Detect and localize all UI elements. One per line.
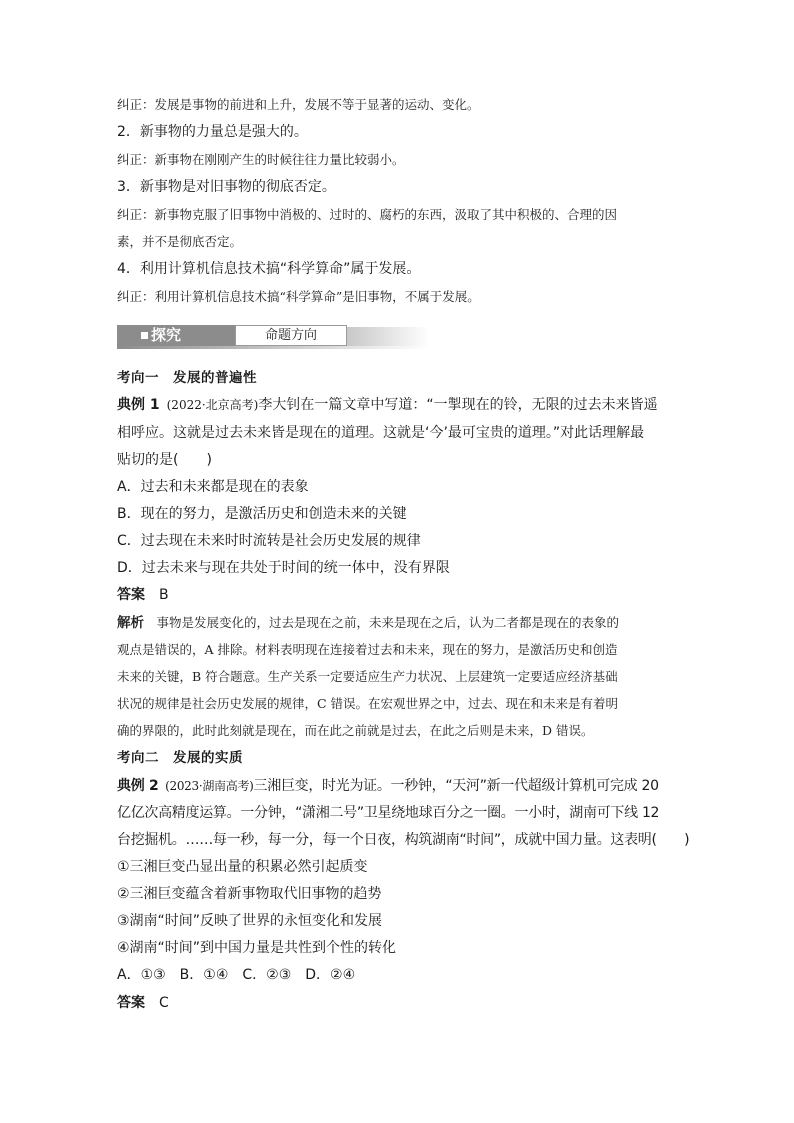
banner-underline [117,346,429,349]
example-stem-line: 亿亿次高精度运算。一分钟，“潇湘二号”卫星绕地球百分之一圈。一小时，湖南可下线 12 [117,805,660,821]
example-stem-line [117,776,659,796]
analysis-text: 事物是发展变化的，过去是现在之前，未来是现在之后，认为二者都是现在的表象的 [156,615,620,630]
statement-1: ①三湘巨变凸显出量的积累必然引起质变 [117,859,368,875]
answer-value: B [159,587,169,603]
correction-text: 利用计算机信息技术搞“科学算命”是旧事物，不属于发展。 [154,289,480,304]
section-heading: 考向一 发展的普遍性 [117,370,257,386]
misconception-3 [117,177,336,197]
correction-1 [117,95,480,115]
correction-text: 新事物克服了旧事物中消极的、过时的、腐朽的东西，汲取了其中积极的、合理的因 [154,207,618,222]
answer-label: 答案 [117,587,145,603]
item-number: 4． [117,261,140,277]
banner-explore [117,325,235,346]
correction-3-cont [117,232,242,252]
answer-value: C [159,995,169,1011]
correction-label: 纠正： [117,152,155,167]
misconception-text: 利用计算机信息技术搞“科学算命”属于发展。 [139,261,421,277]
section-banner [117,325,429,349]
stem-text: 李大钊在一篇文章中写道：“一掣现在的铃，无限的过去未来皆遥 [258,397,658,413]
item-number: 3． [117,179,140,195]
correction-4 [117,287,480,307]
correction-text: 素，并不是彻底否定。 [117,234,243,249]
correction-3 [117,205,617,225]
stem-text: 三湘巨变，时光为证。一秒钟，“天河”新一代超级计算机可完成 20 [253,778,659,794]
option-b: B．现在的努力，是激活历史和创造未来的关键 [117,506,407,522]
example-stem-line: 贴切的是( ) [117,452,212,468]
example-stem-line: 相呼应。这就是过去未来皆是现在的道理。这就是‘今’最可宝贵的道理。”对此话理解最 [117,425,645,441]
example-label: 典例 1 [117,397,160,413]
banner-explore-label: 探究 [151,326,182,344]
analysis-line: 观点是错误的，A 排除。材料表明现在连接着过去和未来，现在的努力，是激活历史和创造 [117,642,618,657]
banner-direction [235,325,347,346]
misconception-2 [117,122,308,142]
option-d: D．过去未来与现在共处于时间的统一体中，没有界限 [117,560,450,576]
banner-direction-label: 命题方向 [264,328,317,343]
analysis-line [117,613,619,633]
banner-gradient [347,327,429,346]
example-stem-line: 台挖掘机。……每一秒，每一分，每一个日夜，构筑湖南“时间”，成就中国力量。这表明( ) [117,832,690,848]
correction-text: 发展是事物的前进和上升，发展不等于显著的运动、变化。 [154,97,480,112]
answer-label: 答案 [117,995,145,1011]
option-a: A．过去和未来都是现在的表象 [117,479,309,495]
correction-label: 纠正： [117,97,155,112]
correction-text: 新事物在刚刚产生的时候往往力量比较弱小。 [154,152,405,167]
section-heading: 考向二 发展的实质 [117,750,243,766]
answer-line [117,585,169,605]
analysis-line: 确的界限的，此时此刻就是现在，而在此之前就是过去，在此之后则是未来，D 错误。 [117,723,594,738]
analysis-line: 未来的关键，B 符合题意。生产关系一定要适应生产力状况、上层建筑一定要适应经济基础 [117,669,618,684]
misconception-text: 新事物的力量总是强大的。 [139,124,308,140]
square-bullet-icon [141,332,148,339]
example-source: (2022·北京高考) [166,398,259,412]
statement-4: ④湖南“时间”到中国力量是共性到个性的转化 [117,940,397,956]
example-label: 典例 2 [117,778,159,794]
answer-line [117,993,169,1013]
analysis-line: 状况的规律是社会历史发展的规律，C 错误。在宏观世界之中，过去、现在和未来是有着明 [117,696,619,711]
correction-label: 纠正： [117,289,155,304]
example-stem-line [117,395,658,415]
option-c: C．过去现在未来时时流转是社会历史发展的规律 [117,533,421,549]
options-line: A．①③ B．①④ C．②③ D．②④ [117,967,356,983]
example-source: (2023·湖南高考) [165,779,254,793]
correction-2 [117,150,405,170]
misconception-text: 新事物是对旧事物的彻底否定。 [139,179,336,195]
statement-2: ②三湘巨变蕴含着新事物取代旧事物的趋势 [117,886,382,902]
correction-label: 纠正： [117,207,155,222]
statement-3: ③湖南“时间”反映了世界的永恒变化和发展 [117,913,383,929]
misconception-4 [117,259,420,279]
item-number: 2． [117,124,140,140]
analysis-label: 解析 [117,615,144,631]
